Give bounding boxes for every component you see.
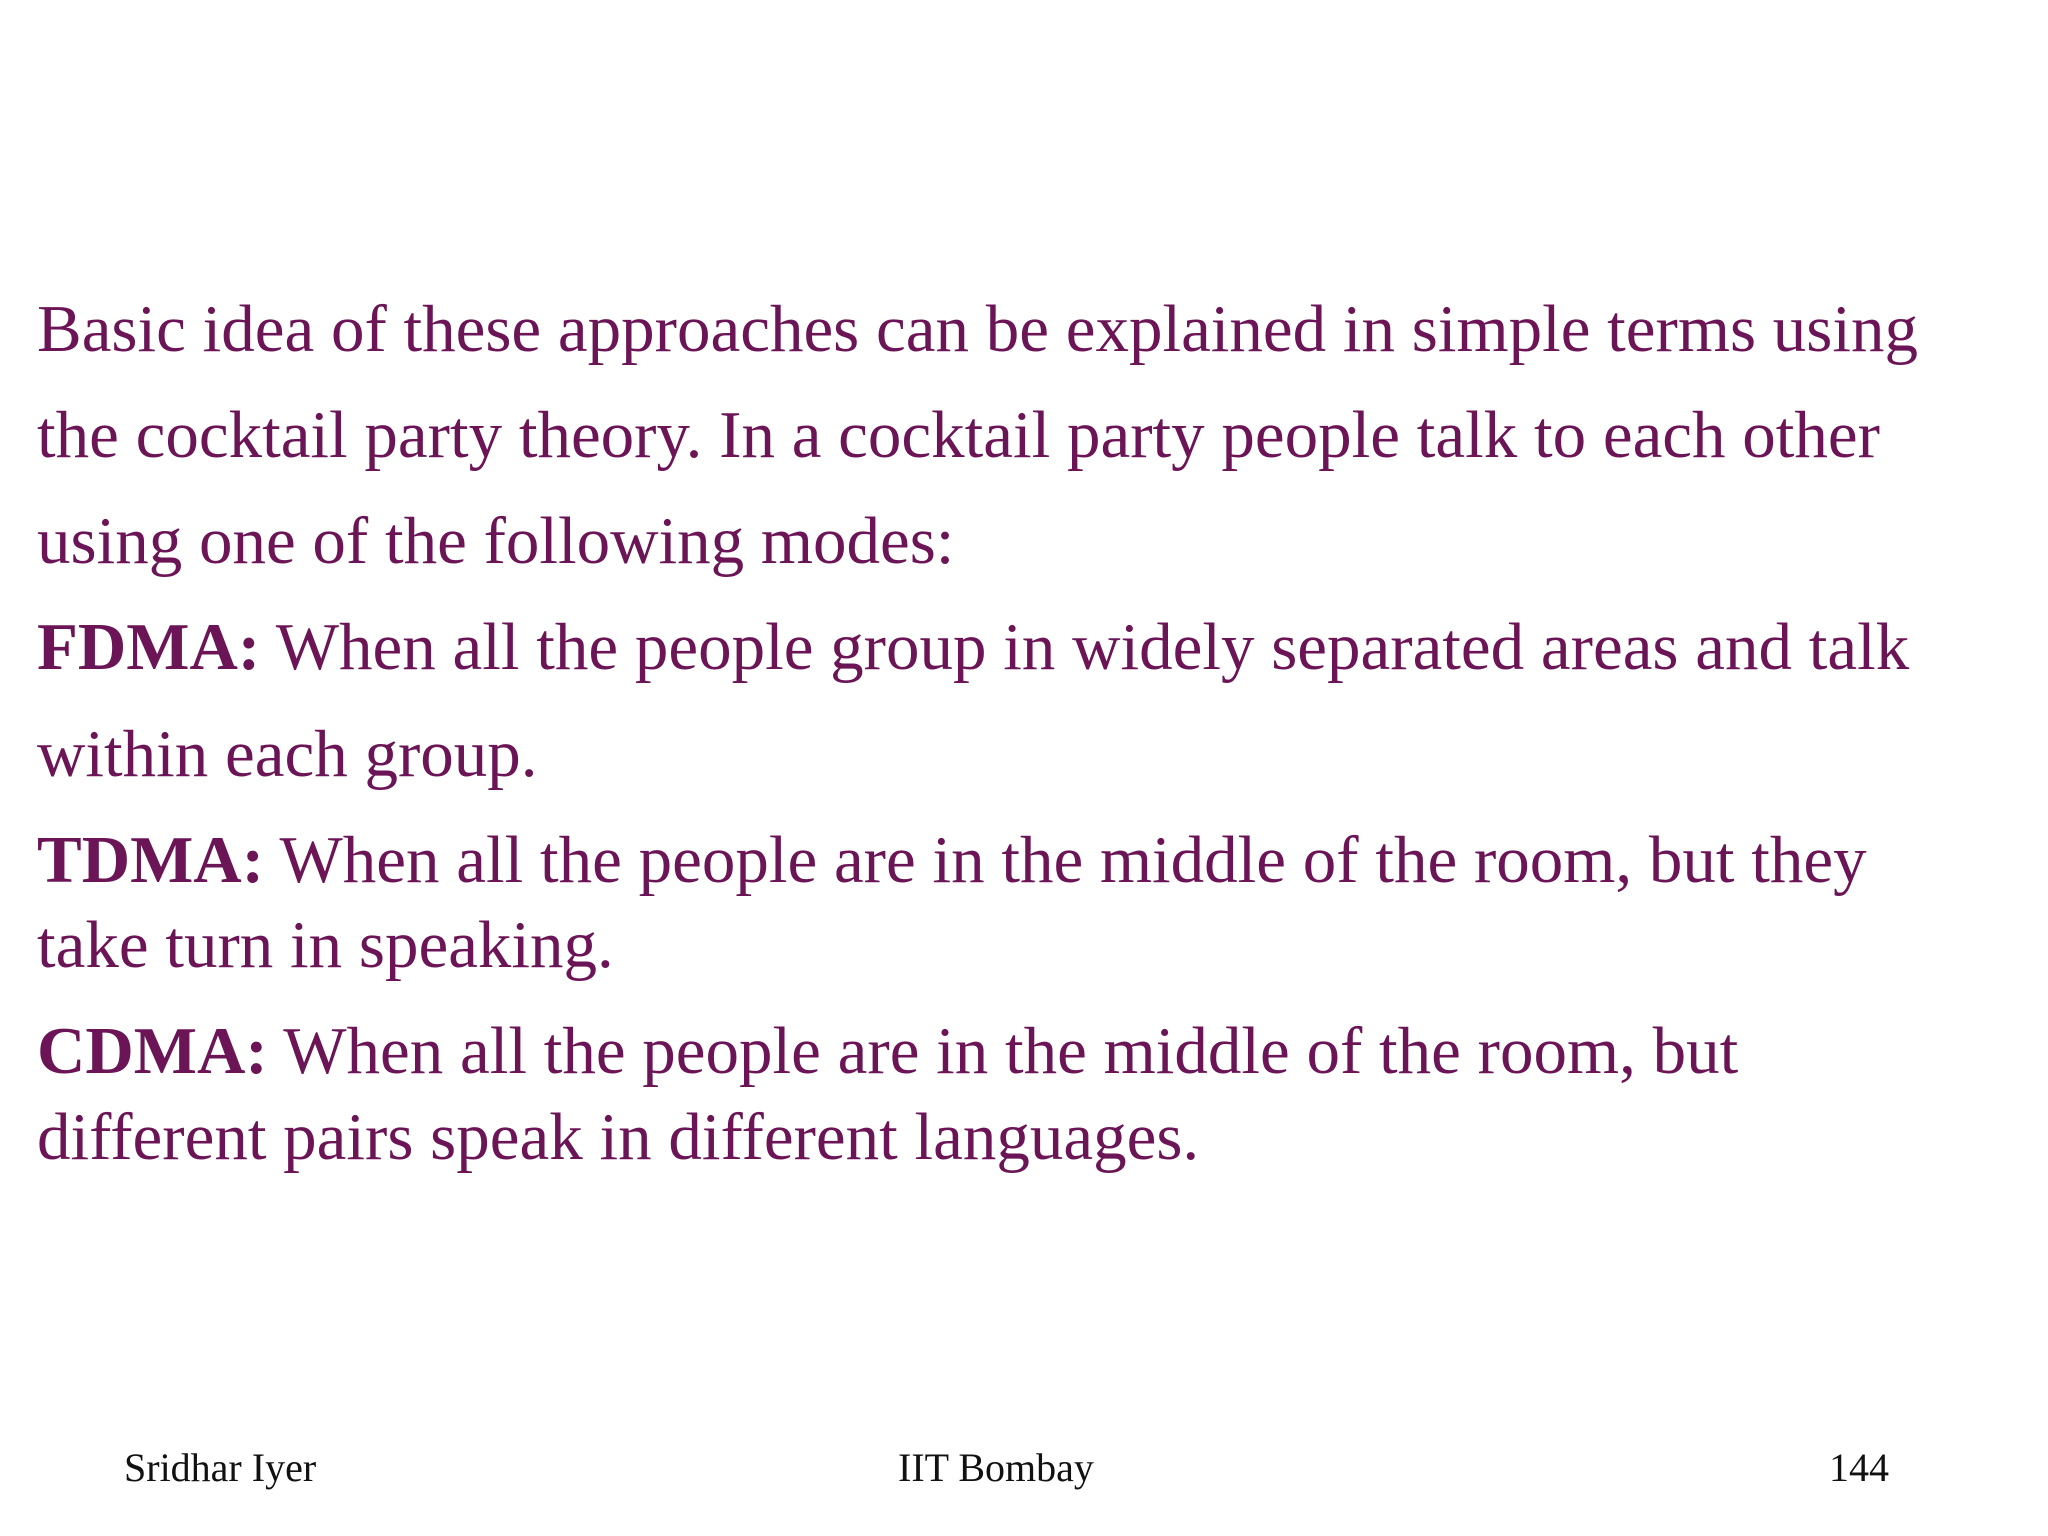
- footer-institution: IIT Bombay: [898, 1445, 1094, 1490]
- cdma-line-2: different pairs speak in different languages.: [37, 1100, 1200, 1174]
- footer-author: Sridhar Iyer: [124, 1445, 317, 1490]
- fdma-term: FDMA:: [37, 610, 261, 684]
- cdma-line-1: [37, 1014, 1739, 1088]
- tdma-line-2: take turn in speaking.: [37, 908, 614, 982]
- tdma-line-1: [37, 823, 1867, 897]
- tdma-text-1: When all the people are in the middle of the room, but they: [264, 823, 1867, 897]
- tdma-term: TDMA:: [37, 823, 265, 897]
- fdma-line-2: within each group.: [37, 717, 538, 791]
- fdma-text-1: When all the people group in widely separated areas and talk: [260, 610, 1910, 684]
- footer-page-number: 144: [1829, 1445, 1889, 1490]
- intro-line-1: Basic idea of these approaches can be explained in simple terms using: [37, 292, 1918, 366]
- intro-line-2: the cocktail party theory. In a cocktail party people talk to each other: [37, 398, 1880, 472]
- cdma-term: CDMA:: [37, 1014, 268, 1088]
- cdma-text-1: When all the people are in the middle of the room, but: [267, 1014, 1739, 1088]
- fdma-line-1: [37, 610, 1910, 684]
- intro-line-3: using one of the following modes:: [37, 504, 955, 578]
